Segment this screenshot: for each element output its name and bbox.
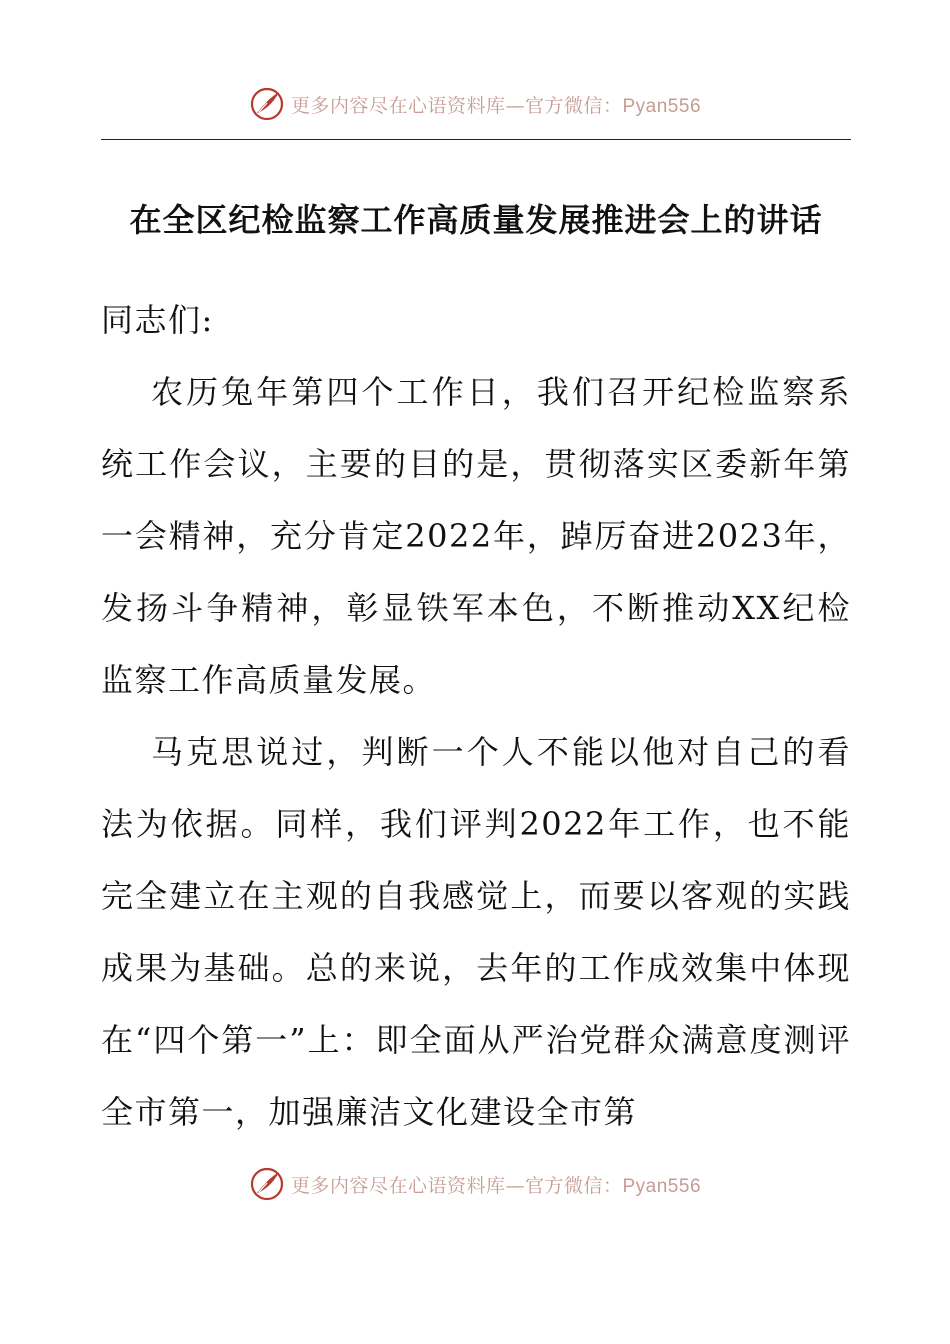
- paragraph-1: 农历兔年第四个工作日，我们召开纪检监察系统工作会议，主要的目的是，贯彻落实区委新年第一会精神，充分肯定2022年，踔厉奋进2023年，发扬斗争精神，彰显铁军本色，不断推动XX纪检监察工作高质量发展。: [101, 373, 851, 699]
- document-title: 在全区纪检监察工作高质量发展推进会上的讲话: [129, 201, 823, 239]
- quill-circle-icon: [249, 86, 285, 122]
- wechat-id: Pyan556: [622, 95, 702, 117]
- watermark-text: 更多内容尽在心语资料库—官方微信：Pyan556: [290, 94, 702, 117]
- header-divider: [101, 139, 851, 140]
- salutation: 同志们:: [101, 301, 214, 339]
- wechat-id: Pyan556: [622, 1175, 702, 1197]
- header-watermark: [0, 84, 950, 124]
- paragraph-2: 马克思说过，判断一个人不能以他对自己的看法为依据。同样，我们评判2022年工作，也不能完全建立在主观的自我感觉上，而要以客观的实践成果为基础。总的来说，去年的工作成效集中体现在“四个第一”上：即全面从严治党群众满意度测评全市第一，加强廉洁文化建设全市第: [101, 733, 851, 1131]
- quill-circle-icon: [249, 1166, 285, 1202]
- footer-watermark: [0, 1164, 950, 1204]
- document-body: [101, 284, 851, 1148]
- watermark-text: 更多内容尽在心语资料库—官方微信：Pyan556: [290, 1174, 702, 1197]
